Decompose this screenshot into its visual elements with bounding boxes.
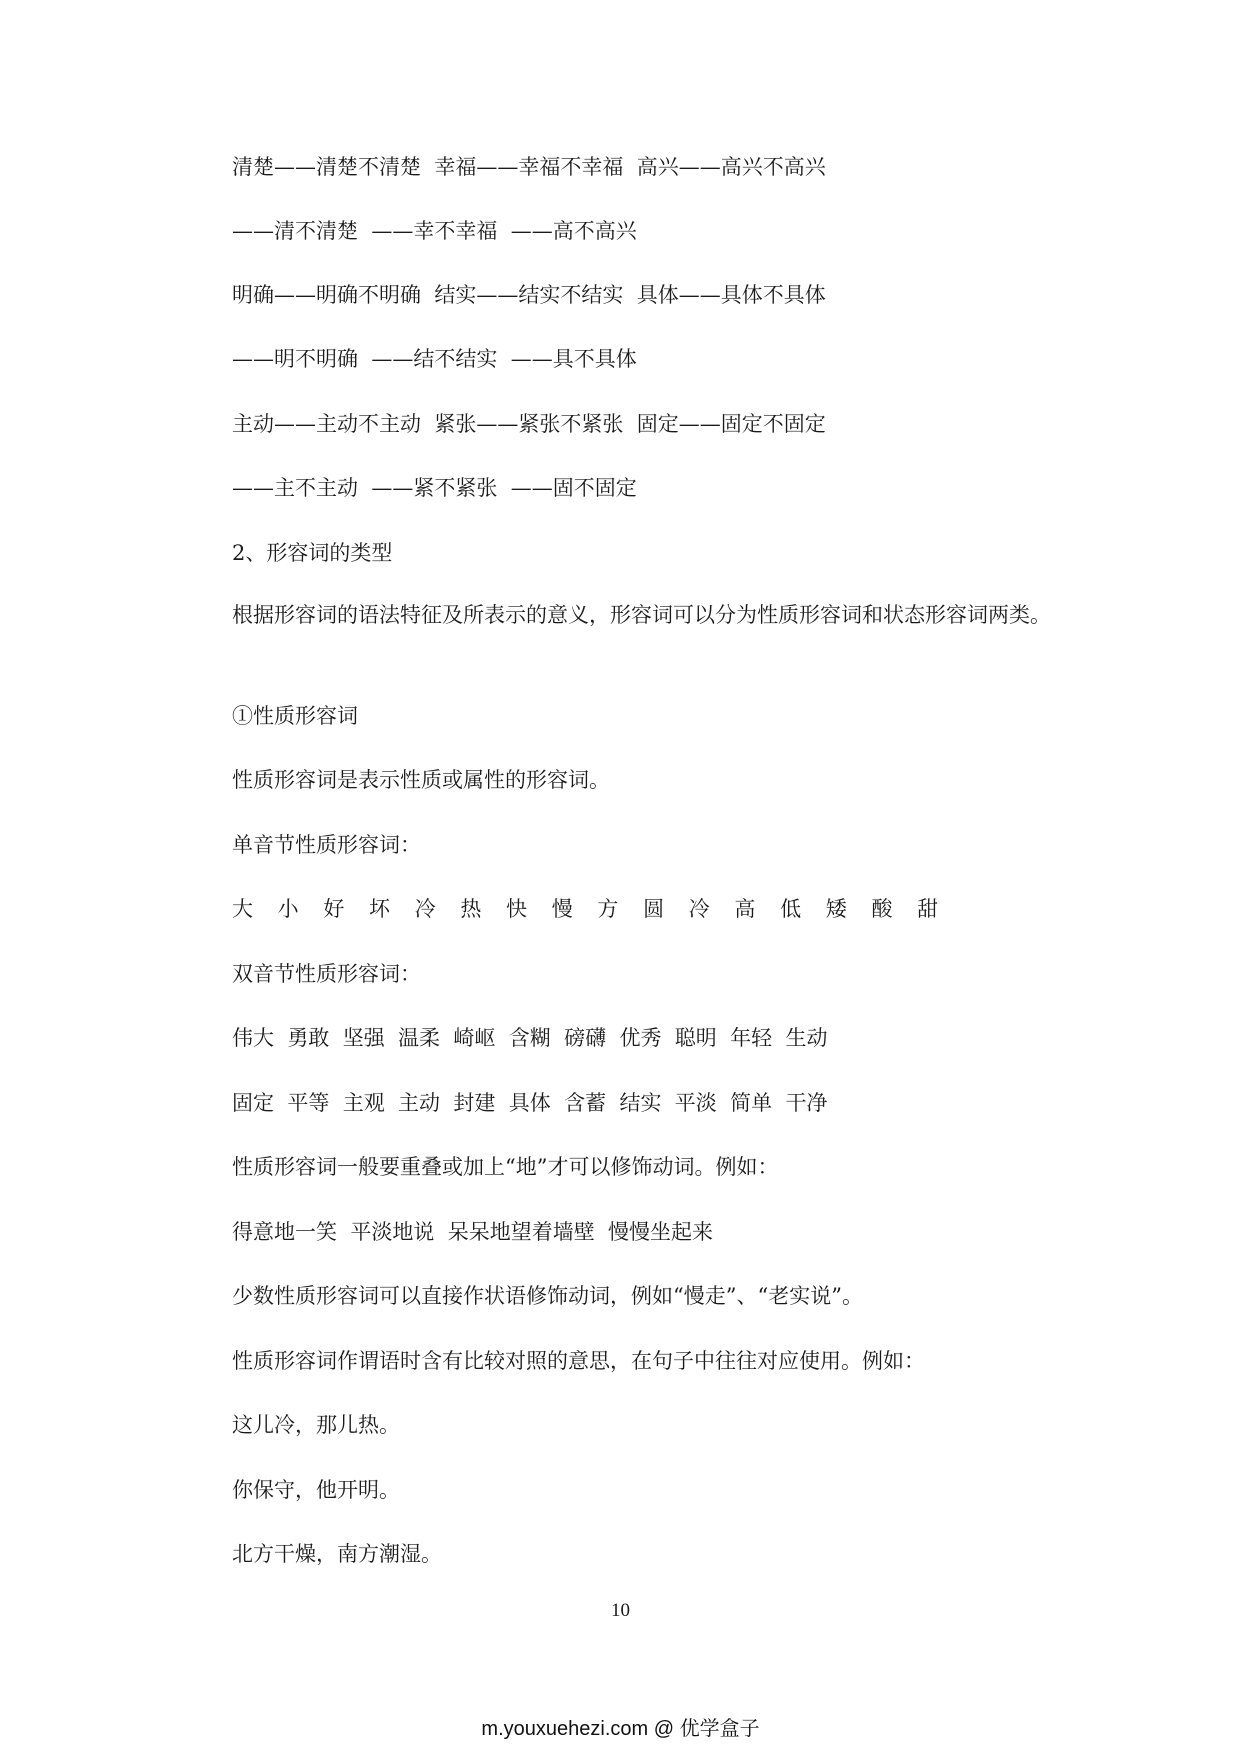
text-line-4: ——明不明确 ——结不结实 ——具不具体 <box>232 347 637 371</box>
page-number: 10 <box>611 1600 630 1621</box>
paragraph-intro: 根据形容词的语法特征及所表示的意义，形容词可以分为性质形容词和状态形容词两类。 <box>232 603 1051 627</box>
text-line-6: ——主不主动 ——紧不紧张 ——固不固定 <box>232 476 637 500</box>
text-line-definition: 性质形容词是表示性质或属性的形容词。 <box>232 768 610 792</box>
footer-watermark: m.youxuehezi.com @ 优学盒子 <box>481 1718 760 1740</box>
section-heading: 2、形容词的类型 <box>232 541 393 565</box>
text-line-example-1: 得意地一笑 平淡地说 呆呆地望着墙壁 慢慢坐起来 <box>232 1220 714 1244</box>
text-line-5: 主动——主动不主动 紧张——紧张不紧张 固定——固定不固定 <box>232 412 826 436</box>
text-line-rule-2: 少数性质形容词可以直接作状语修饰动词，例如“慢走”、“老实说”。 <box>232 1284 863 1308</box>
text-line-monosyllabic-label: 单音节性质形容词： <box>232 833 421 857</box>
text-line-3: 明确——明确不明确 结实——结实不结实 具体——具体不具体 <box>232 283 826 307</box>
text-line-1: 清楚——清楚不清楚 幸福——幸福不幸福 高兴——高兴不高兴 <box>232 155 826 179</box>
text-line-rule-3: 性质形容词作谓语时含有比较对照的意思，在句子中往往对应使用。例如： <box>232 1349 925 1373</box>
text-line-disyllabic-list-1: 伟大 勇敢 坚强 温柔 崎岖 含糊 磅礴 优秀 聪明 年轻 生动 <box>232 1026 828 1050</box>
subsection-heading: ①性质形容词 <box>232 704 358 728</box>
text-line-2: ——清不清楚 ——幸不幸福 ——高不高兴 <box>232 219 637 243</box>
text-line-example-3: 你保守，他开明。 <box>232 1478 400 1502</box>
text-line-example-4: 北方干燥，南方潮湿。 <box>232 1542 442 1566</box>
text-line-disyllabic-label: 双音节性质形容词： <box>232 962 421 986</box>
text-line-monosyllabic-list: 大 小 好 坏 冷 热 快 慢 方 圆 冷 高 低 矮 酸 甜 <box>232 897 948 921</box>
text-line-rule-1: 性质形容词一般要重叠或加上“地”才可以修饰动词。例如： <box>232 1155 779 1179</box>
text-line-disyllabic-list-2: 固定 平等 主观 主动 封建 具体 含蓄 结实 平淡 简单 干净 <box>232 1091 828 1115</box>
text-line-example-2: 这儿冷，那儿热。 <box>232 1413 400 1437</box>
